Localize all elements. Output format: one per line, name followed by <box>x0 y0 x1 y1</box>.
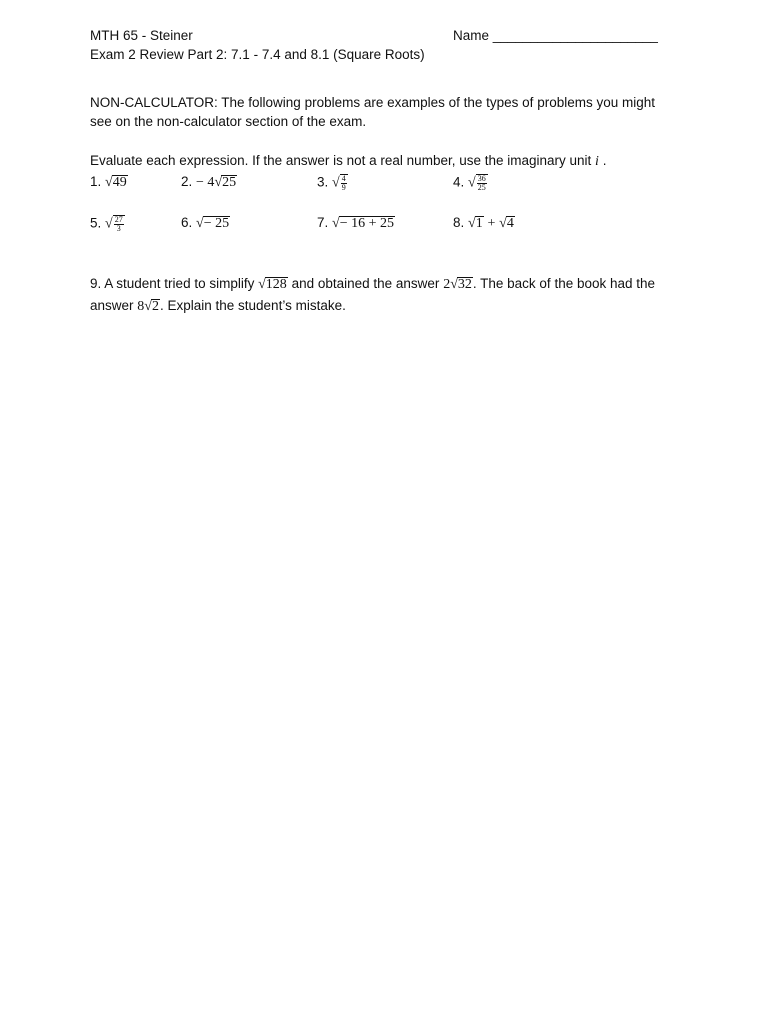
radical-sign-icon: √ <box>105 216 113 232</box>
problem-number: 1. <box>90 174 102 189</box>
problem-2 <box>181 174 237 191</box>
numerator: 4 <box>341 174 346 183</box>
radical-sign-icon: √ <box>332 175 340 191</box>
radical-sign-icon: √ <box>332 216 340 231</box>
denominator: 25 <box>477 183 486 192</box>
problem-4 <box>453 174 488 192</box>
fraction <box>476 174 488 192</box>
radicand: 25 <box>222 175 237 190</box>
q9-text-4: answer <box>90 298 134 313</box>
fraction <box>340 174 348 192</box>
radical-sign-icon: √ <box>468 216 476 231</box>
radical <box>468 215 484 232</box>
problem-3 <box>317 174 348 192</box>
radical-sign-icon: √ <box>214 175 223 190</box>
radical <box>214 174 237 191</box>
name-field-label: Name ______________________ <box>453 28 658 43</box>
radicand: 2 <box>151 299 159 314</box>
q9-text-5: . Explain the student’s mistake. <box>159 298 346 313</box>
radical <box>499 215 515 232</box>
coefficient: 2 <box>443 277 451 292</box>
radicand: 1 <box>475 216 483 231</box>
numerator: 27 <box>114 215 123 224</box>
problem-number: 5. <box>90 215 102 231</box>
instructions-end: . <box>602 153 607 168</box>
radical <box>105 174 128 191</box>
coefficient: − 4 <box>196 175 215 190</box>
radical-sign-icon: √ <box>468 175 476 191</box>
imaginary-unit: i <box>595 154 599 169</box>
instructions <box>90 153 606 170</box>
q9-text-1: 9. A student tried to simplify <box>90 276 255 291</box>
radical <box>196 215 230 232</box>
radical-sign-icon: √ <box>105 175 113 190</box>
radical-sign-icon: √ <box>196 216 204 231</box>
radical <box>332 174 348 192</box>
problem-number: 2. <box>181 174 193 189</box>
problem-number: 3. <box>317 174 329 190</box>
problem-number: 4. <box>453 174 465 190</box>
problem-number: 8. <box>453 215 465 230</box>
fraction <box>113 215 125 233</box>
radical <box>332 215 395 232</box>
radicand: 49 <box>112 175 127 190</box>
intro-line-1: NON-CALCULATOR: The following problems are examples of the types of problems you might <box>90 95 655 110</box>
radicand: 4 <box>506 216 514 231</box>
instructions-text: Evaluate each expression. If the answer is not a real number, use the imaginary unit <box>90 153 592 168</box>
radical-sign-icon: √ <box>258 277 266 292</box>
problem-6 <box>181 215 230 232</box>
problem-7 <box>317 215 395 232</box>
intro-line-2: see on the non-calculator section of the exam. <box>90 114 367 129</box>
question-9-line-2 <box>90 298 346 315</box>
q9-text-2: and obtained the answer <box>291 276 440 291</box>
plus-sign: + <box>487 216 496 231</box>
radical <box>105 215 125 233</box>
page-subtitle: Exam 2 Review Part 2: 7.1 - 7.4 and 8.1 (Square Roots) <box>90 47 425 62</box>
radicand: 128 <box>265 277 287 292</box>
radical <box>258 276 288 293</box>
radical <box>450 276 473 293</box>
problem-number: 7. <box>317 215 329 230</box>
q9-text-3: . The back of the book had the <box>472 276 656 291</box>
course-title: MTH 65 - Steiner <box>90 28 193 43</box>
numerator: 36 <box>477 174 486 183</box>
radicand: 32 <box>457 277 472 292</box>
problem-1 <box>90 174 128 191</box>
question-9-line-1 <box>90 276 655 293</box>
coefficient: 8 <box>137 299 145 314</box>
radical <box>468 174 488 192</box>
problem-number: 6. <box>181 215 193 230</box>
radicand: − 16 + 25 <box>339 216 395 231</box>
radical-sign-icon: √ <box>499 216 507 231</box>
radical-sign-icon: √ <box>144 299 152 314</box>
radicand: − 25 <box>203 216 230 231</box>
denominator: 3 <box>116 224 121 233</box>
radical <box>144 298 160 315</box>
denominator: 9 <box>341 183 346 192</box>
problem-5 <box>90 215 125 233</box>
radical-sign-icon: √ <box>450 277 458 292</box>
problem-8 <box>453 215 515 232</box>
